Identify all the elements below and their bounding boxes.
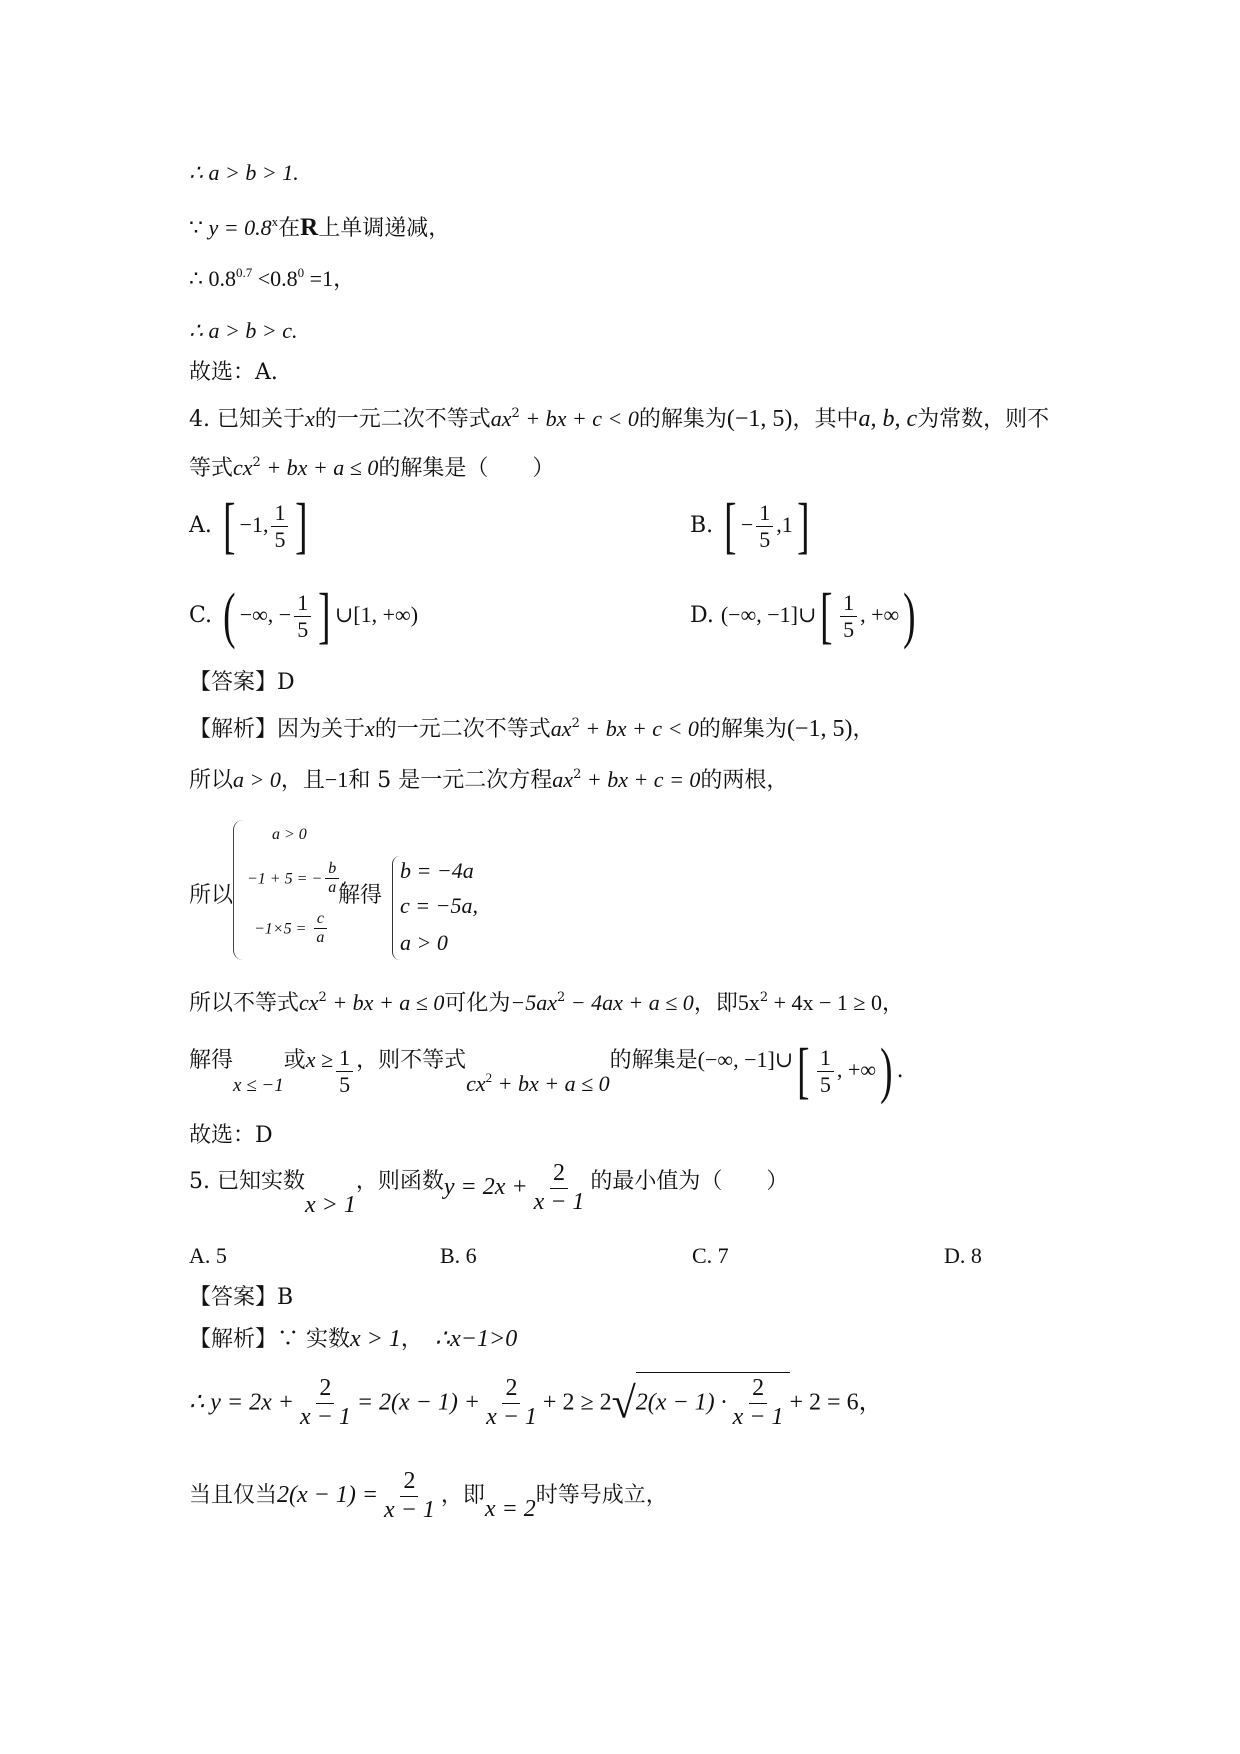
q4-ineq2-rest: + bx + a ≤ 0	[260, 455, 379, 480]
q5-option-c: C. 7	[692, 1243, 729, 1268]
q4-stem-line1	[189, 405, 1049, 434]
compare-end: =1，	[304, 266, 356, 291]
solution-line	[189, 1037, 904, 1105]
q5-option-d: D. 8	[944, 1243, 982, 1268]
q4-ineq1: ax	[490, 406, 512, 431]
fraction-1-5: $\frac{1}{5}$	[336, 1045, 353, 1097]
sol-c: 的解集是	[609, 1048, 698, 1073]
bracket-left: [	[223, 492, 236, 560]
calc-frac-2: $\frac{2}{x - 1}$	[486, 1375, 537, 1430]
comparison-line	[189, 265, 355, 292]
system-eq3	[254, 910, 330, 948]
q4-analysis-interval: (−1, 5)	[786, 716, 853, 742]
trans-ineq-rest: + bx + a ≤ 0	[326, 990, 445, 1015]
bracket-right: ]	[796, 492, 810, 560]
system-eq2	[247, 860, 347, 898]
q4-option-a-label: A.	[189, 513, 212, 538]
trans-sup2: 2	[557, 990, 566, 1005]
eq-a: 当且仅当	[189, 1483, 278, 1509]
fraction-c-a: $\frac{c}{a}$	[313, 910, 327, 948]
q4-text3: ，其中	[792, 407, 859, 432]
q4-stem-line2	[189, 455, 554, 482]
q4-option-b-label: B.	[690, 513, 714, 538]
q4-analysis-x: x	[365, 716, 375, 741]
q5-analysis-sep: ，	[400, 1327, 423, 1352]
q4-line2-a: 等式	[189, 456, 234, 481]
q4-option-a	[189, 492, 312, 560]
so-sup: 2	[573, 767, 582, 782]
so-d: 的两根，	[700, 768, 789, 793]
q5-option-a: A. 5	[189, 1243, 227, 1268]
q5-text1: ，则函数	[355, 1169, 444, 1195]
q5-answer: 【答案】B	[189, 1285, 294, 1310]
q5-cond: x > 1	[304, 1192, 356, 1219]
q5-analysis-cond: x > 1	[350, 1326, 401, 1352]
transform-line	[189, 990, 904, 1017]
exponent-x: x	[271, 214, 279, 229]
q5-analysis-prefix: 【解析】∵ 实数	[189, 1327, 350, 1352]
fraction-1-5: $\frac{1}{5}$	[817, 1045, 834, 1097]
q5-option-b: B. 6	[440, 1243, 477, 1268]
fraction-1-5: $\frac{1}{5}$	[840, 590, 857, 642]
q4-ineq1-rest: + bx + c < 0	[519, 406, 639, 431]
option-a-value: −1,	[239, 512, 269, 537]
text-zai: 在	[278, 216, 301, 241]
so-c: 和 5 是一元二次方程	[348, 768, 553, 793]
calc-a: ∴ y = 2x +	[189, 1389, 294, 1416]
trans-f: 5x	[737, 990, 760, 1015]
q4-ineq2: cx	[233, 455, 253, 480]
calc-e: + 2 = 6，	[789, 1389, 883, 1416]
eq-c: ，即	[440, 1483, 485, 1509]
q4-analysis-ineq: ax	[550, 716, 572, 741]
paren-left: (	[223, 582, 236, 650]
q4-analysis-text1: 的一元二次不等式	[374, 717, 551, 742]
paren-right: )	[903, 582, 916, 650]
q4-analysis-ineq-rest: + bx + c < 0	[579, 716, 699, 741]
exponent-07: 0.7	[236, 265, 253, 280]
eq-frac: $\frac{2}{x - 1}$	[384, 1468, 435, 1523]
calc-c: + 2 ≥ 2	[542, 1389, 612, 1416]
system-eq3-left: −1×5 =	[254, 920, 311, 938]
result-eq2: c = −5a,	[400, 893, 478, 918]
so-eq: ax	[552, 767, 574, 792]
q5-equality	[189, 1468, 668, 1524]
system-eq2-sep: ,	[342, 868, 348, 888]
trans-h: ，	[882, 991, 905, 1016]
fraction-1-5: $\frac{1}{5}$	[271, 500, 288, 552]
bracket-right: ]	[318, 582, 331, 650]
q4-option-c	[189, 582, 419, 650]
q4-text1: 的一元二次不等式	[314, 407, 491, 432]
q4-analysis-line2	[189, 767, 788, 794]
fraction-1-5: $\frac{1}{5}$	[294, 590, 311, 642]
sol-b: ，则不等式	[356, 1048, 467, 1073]
eq-d: x = 2	[484, 1496, 536, 1523]
q5-analysis	[189, 1325, 517, 1354]
q4-analysis-sup: 2	[571, 716, 580, 731]
so-eq-rest: + bx + c = 0	[581, 767, 701, 792]
bracket-left: [	[820, 582, 833, 650]
q4-option-c-label: C.	[189, 603, 213, 628]
so-cond: a > 0	[233, 767, 281, 792]
sqrt-sign: √	[611, 1378, 636, 1428]
option-b-neg: −	[740, 512, 754, 537]
q4-text2: 的解集为	[638, 407, 727, 432]
eq-e: 时等号成立，	[535, 1483, 668, 1509]
trans-e: ，即	[693, 991, 738, 1016]
choice-line-q3: 故选：A.	[189, 360, 278, 385]
bracket-right: ]	[295, 492, 308, 560]
q4-option-d	[690, 582, 920, 650]
option-d-first: (−∞, −1]∪	[720, 602, 817, 627]
bracket-left: [	[724, 492, 737, 560]
q4-answer: 【答案】D	[189, 670, 295, 695]
q4-option-d-label: D.	[690, 603, 714, 628]
conclusion-line-2: ∴ a > b > c.	[189, 318, 298, 343]
sqrt-body: 2(x − 1) · $\frac{2}{x - 1}$	[636, 1372, 790, 1431]
function-expr: y = 0.8	[208, 215, 272, 240]
q4-analysis-prefix: 【解析】因为关于	[189, 717, 366, 742]
result-eq3: a > 0	[400, 930, 448, 955]
monotonic-line	[189, 213, 450, 243]
bracket-left: [	[797, 1037, 810, 1105]
q4-analysis-line1: 【解析】因为关于x的一元二次不等式$ax^2$ + bx + c < 0的解集为(−1, 5)，	[189, 716, 875, 742]
q4-var-x: x	[304, 406, 315, 431]
trans-a: 所以不等式	[189, 991, 300, 1016]
compare-mid: <0.8	[252, 266, 298, 291]
q4-text4: 为常数，则不	[917, 407, 1050, 432]
sol-x2: x ≥	[305, 1047, 334, 1072]
calc-b: = 2(x − 1) +	[356, 1389, 481, 1416]
fraction-b-a: $\frac{b}{a}$	[325, 860, 339, 898]
real-set-R: R	[300, 214, 319, 241]
sol-a: 解得	[189, 1048, 234, 1073]
option-c-union: ∪[1, +∞)	[334, 602, 419, 627]
q5-fraction: $\frac{2}{x - 1}$	[533, 1160, 585, 1215]
q5-func: y = 2x +	[443, 1174, 528, 1201]
q4-prefix: 4. 已知关于	[189, 407, 305, 432]
sol-interval-first: (−∞, −1]∪	[697, 1047, 794, 1072]
trans-d: − 4ax + a ≤ 0	[565, 990, 694, 1015]
q4-analysis-text2: 的解集为	[698, 717, 787, 742]
system-label: 所以	[189, 883, 234, 908]
sol-x1: x ≤ −1	[233, 1075, 284, 1096]
because-symbol: ∵	[189, 215, 209, 240]
option-b-end: ,1	[776, 512, 793, 537]
q5-stem	[189, 1160, 788, 1219]
trans-b: 可化为	[444, 991, 511, 1016]
trans-c: −5ax	[510, 990, 557, 1015]
system-eq2-left: −1 + 5 = −	[247, 870, 323, 888]
trans-ineq: cx	[299, 990, 319, 1015]
q4-sup: 2	[511, 406, 520, 421]
trans-sup1: 2	[318, 990, 327, 1005]
text-decreasing: 上单调递减，	[318, 216, 451, 241]
paren-right: )	[880, 1037, 893, 1105]
so-b: ，且	[280, 768, 325, 793]
eq-b: 2(x − 1) =	[277, 1482, 379, 1509]
option-c-inf: −∞, −	[239, 602, 292, 627]
q4-interval: (−1, 5)	[726, 406, 793, 432]
option-d-inf: , +∞	[860, 602, 900, 627]
q5-analysis-res: ∴x−1>0	[434, 1326, 518, 1352]
result-eq1: b = −4a	[400, 858, 474, 883]
trans-sup3: 2	[759, 990, 769, 1005]
q4-sup2: 2	[252, 455, 261, 470]
so-a: 所以	[189, 768, 234, 793]
so-roots: −1	[324, 767, 349, 792]
sol-end: .	[896, 1058, 904, 1083]
q4-line2-b: 的解集是（ ）	[378, 456, 555, 481]
q4-option-b	[690, 492, 813, 560]
exponent-0: 0	[297, 265, 305, 280]
conclusion-line-1: ∴ a > b > 1.	[189, 160, 299, 185]
trans-g: + 4x − 1 ≥ 0	[768, 990, 882, 1015]
q5-text2: 的最小值为（ ）	[590, 1169, 789, 1195]
fraction-1-5: $\frac{1}{5}$	[756, 500, 773, 552]
solve-label: 解得	[338, 883, 383, 908]
sol-interval-inf: , +∞	[836, 1057, 876, 1082]
compare-base: ∴ 0.8	[189, 266, 236, 291]
q5-prefix: 5. 已知实数	[189, 1169, 305, 1195]
system-eq1: a > 0	[272, 826, 307, 843]
calc-frac-1: $\frac{2}{x - 1}$	[299, 1375, 351, 1430]
sol-or: 或	[283, 1048, 306, 1073]
sol-ineq: $cx^2$ + bx + a ≤ 0	[466, 1070, 610, 1096]
q4-final-choice: 故选：D	[189, 1123, 273, 1148]
q5-calc	[189, 1372, 883, 1431]
q4-consts: a, b, c	[858, 406, 918, 432]
